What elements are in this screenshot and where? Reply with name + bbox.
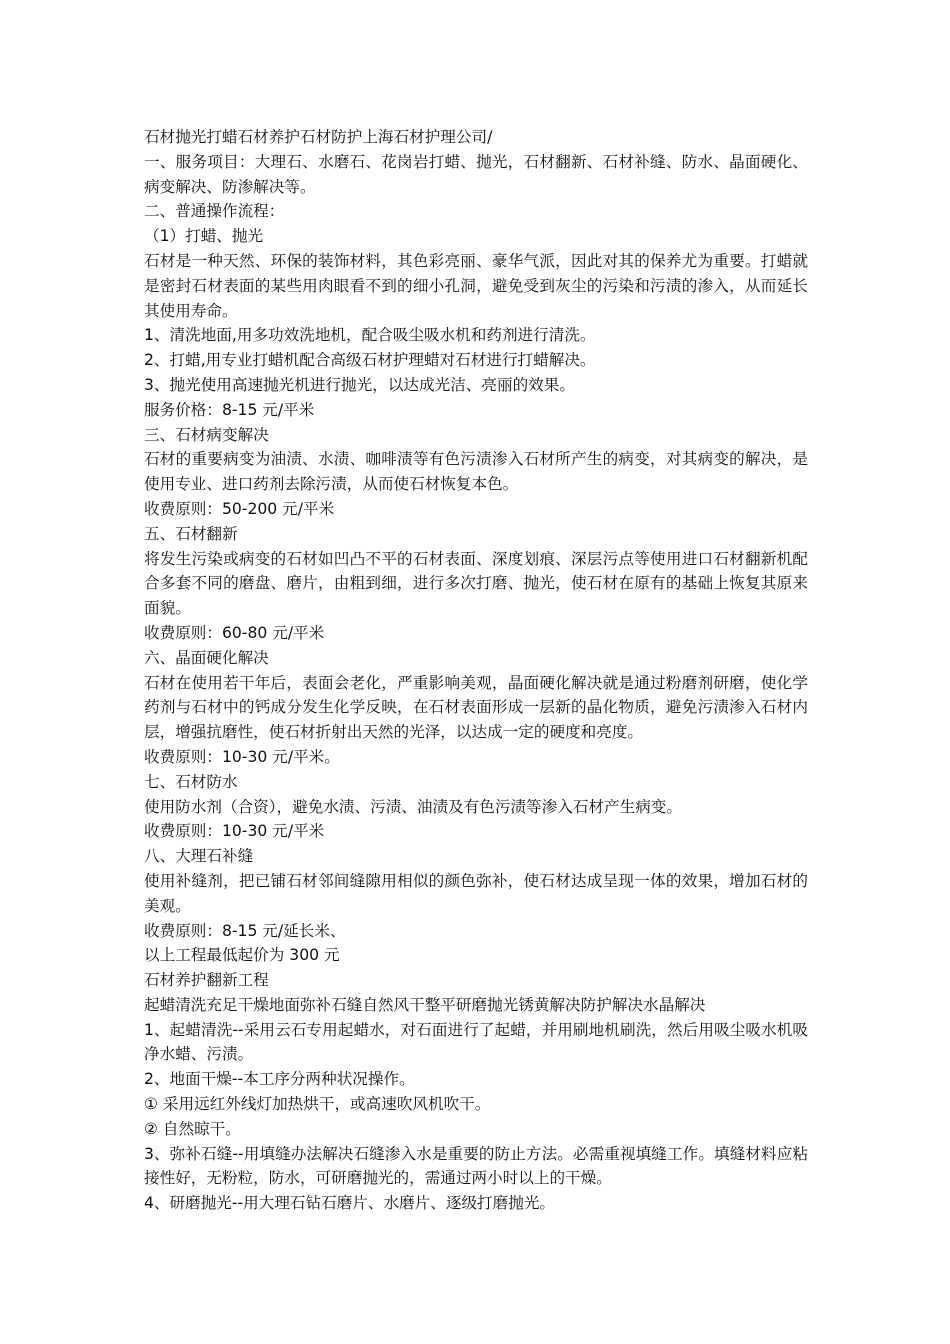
lesion-paragraph: 石材的重要病变为油渍、水渍、咖啡渍等有色污渍渗入石材所产生的病变，对其病变的解决，是使用专业、进口药剂去除污渍，从而使石材恢复本色。 <box>144 450 808 494</box>
step-waxing: 2、打蜡,用专业打蜡机配合高级石材护理蜡对石材进行打蜡解决。 <box>144 351 596 370</box>
step-drying: 2、地面干燥--本工序分两种状况操作。 <box>144 1070 415 1089</box>
step-grinding-polishing: 4、研磨抛光--用大理石钻石磨片、水磨片、逐级打磨抛光。 <box>144 1194 556 1213</box>
waxing-intro-paragraph: 石材是一种天然、环保的装饰材料，其色彩亮丽、豪华气派，因此对其的保养尤为重要。打蜡就是密封石材表面的某些用肉眼看不到的细小孔洞，避免受到灰尘的污染和污渍的渗入，从而延长其使用寿命。 <box>144 251 808 320</box>
crystal-paragraph: 石材在使用若干年后，表面会老化，严重影响美观，晶面硬化解决就是通过粉磨剂研磨，使化学药剂与石材中的钙成分发生化学反映，在石材表面形成一层新的晶化物质，避免污渍渗入石材内层，增强抗磨性，使石材折射出天然的光泽，以达成一定的硬度和亮度。 <box>144 673 808 742</box>
document-title: 石材抛光打蜡石材养护石材防护上海石材护理公司/ <box>144 128 493 146</box>
renovation-paragraph: 将发生污染或病变的石材如凹凸不平的石材表面、深度划痕、深层污点等使用进口石材翻新机配合多套不同的磨盘、磨片，由粗到细，进行多次打磨、抛光，使石材在原有的基础上恢复其原来面貌。 <box>144 549 808 618</box>
maintenance-steps-summary: 起蜡清洗充足干燥地面弥补石缝自然风干整平研磨抛光锈黄解决防护解决水晶解决 <box>144 995 706 1014</box>
price-crystal: 收费原则：10-30 元/平米。 <box>144 747 340 766</box>
seam-paragraph: 使用补缝剂，把已铺石材邻间缝隙用相似的颜色弥补，使石材达成呈现一体的效果，增加石材的美观。 <box>144 871 808 915</box>
section-heading-waterproof: 七、石材防水 <box>144 772 238 791</box>
section-heading-crystal: 六、晶面硬化解决 <box>144 648 269 667</box>
price-seam: 收费原则：8-15 元/延长米、 <box>144 921 346 940</box>
drying-method-2: ② 自然晾干。 <box>144 1119 241 1138</box>
subheading-waxing-polishing: （1）打蜡、抛光 <box>144 227 264 246</box>
section-heading-renovation: 五、石材翻新 <box>144 524 238 543</box>
waterproof-paragraph: 使用防水剂（合资），避免水渍、污渍、油渍及有色污渍等渗入石材产生病变。 <box>144 797 682 816</box>
step-polishing: 3、抛光使用高速抛光机进行抛光，以达成光洁、亮丽的效果。 <box>144 375 575 394</box>
section-heading-process: 二、普通操作流程： <box>144 202 285 221</box>
minimum-price-note: 以上工程最低起价为 300 元 <box>144 946 340 965</box>
drying-method-1: ① 采用远红外线灯加热烘干，或高速吹风机吹干。 <box>144 1095 491 1114</box>
service-items-paragraph: 一、服务项目：大理石、水磨石、花岗岩打蜡、抛光，石材翻新、石材补缝、防水、晶面硬化、病变解决、防渗解决等。 <box>144 152 808 196</box>
document-page <box>144 125 808 1216</box>
price-renovation: 收费原则：60-80 元/平米 <box>144 623 325 642</box>
section-heading-seam: 八、大理石补缝 <box>144 847 254 866</box>
price-lesion: 收费原则：50-200 元/平米 <box>144 499 335 518</box>
step-wax-stripping: 1、起蜡清洗--采用云石专用起蜡水，对石面进行了起蜡，并用刷地机刷洗，然后用吸尘吸水机吸净水蜡、污渍。 <box>144 1020 808 1064</box>
price-waxing: 服务价格：8-15 元/平米 <box>144 400 315 419</box>
step-seam-filling: 3、弥补石缝--用填缝办法解决石缝渗入水是重要的防止方法。必需重视填缝工作。填缝材料应粘接性好，无粉粒，防水，可研磨抛光的，需通过两小时以上的干燥。 <box>144 1144 808 1188</box>
price-waterproof: 收费原则：10-30 元/平米 <box>144 822 325 841</box>
step-cleaning: 1、清洗地面,用多功效洗地机，配合吸尘吸水机和药剂进行清洗。 <box>144 326 596 345</box>
section-heading-maintenance: 石材养护翻新工程 <box>144 971 269 990</box>
section-heading-lesion: 三、石材病变解决 <box>144 425 269 444</box>
